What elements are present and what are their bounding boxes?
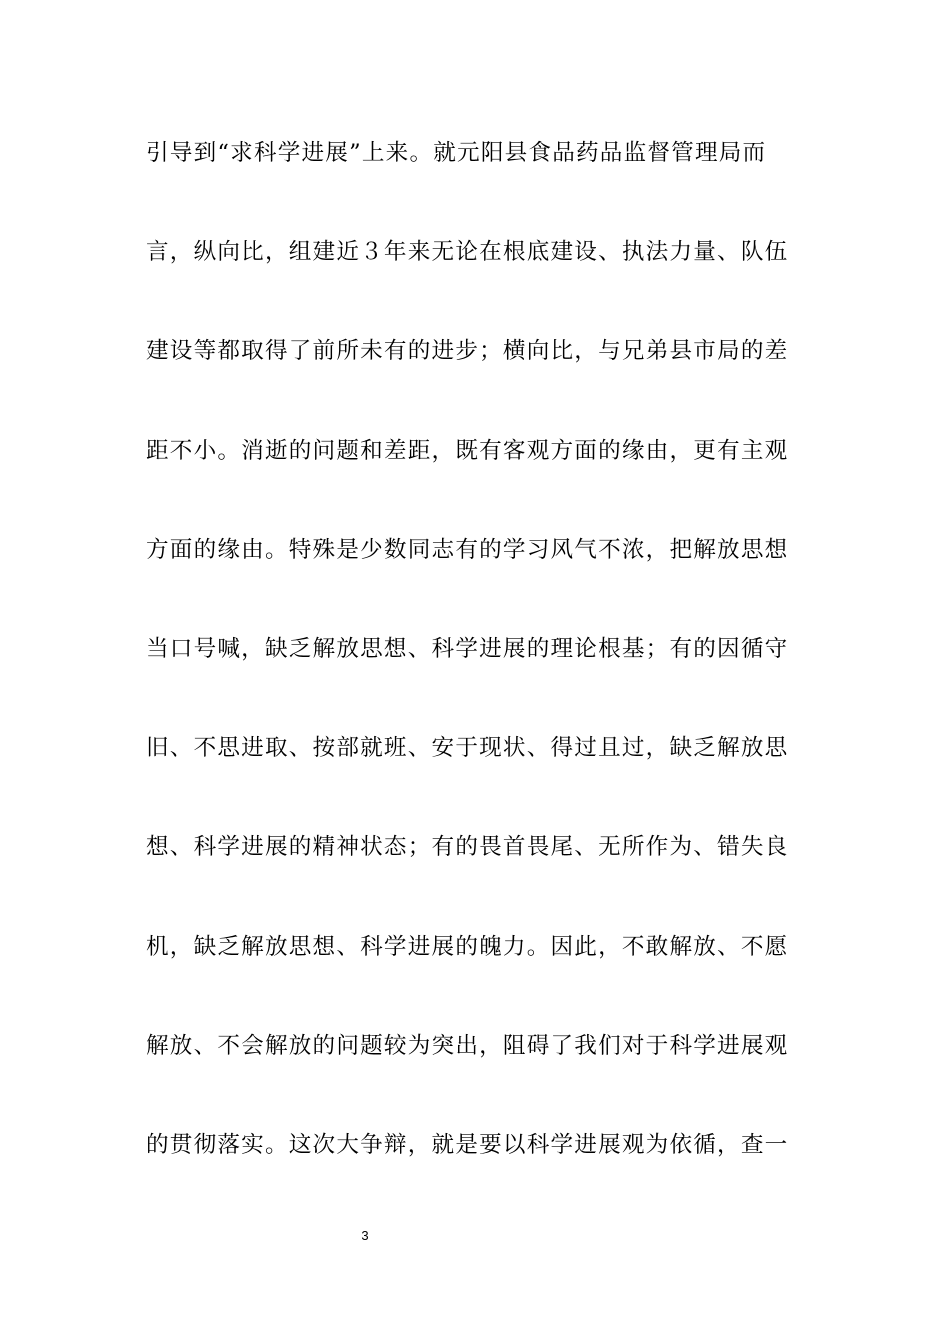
text-line: 当口号喊，缺乏解放思想、科学进展的理论根基；有的因循守 xyxy=(146,635,789,662)
text-line: 引导到“求科学进展”上来。就元阳县食品药品监督管理局而 xyxy=(146,140,767,166)
text-line: 建设等都取得了前所未有的进步；横向比，与兄弟县市局的差 xyxy=(146,338,789,365)
body-paragraph xyxy=(146,130,806,1221)
text-line: 机，缺乏解放思想、科学进展的魄力。因此，不敢解放、不愿 xyxy=(146,933,789,960)
text-line: 距不小。消逝的问题和差距，既有客观方面的缘由，更有主观 xyxy=(146,437,789,464)
text-line: 方面的缘由。特殊是少数同志有的学习风气不浓，把解放思想 xyxy=(146,536,789,563)
text-line: 的贯彻落实。这次大争辩，就是要以科学进展观为依循，查一 xyxy=(146,1131,789,1158)
text-line: 想、科学进展的精神状态；有的畏首畏尾、无所作为、错失良 xyxy=(146,834,789,861)
text-line: 旧、不思进取、按部就班、安于现状、得过且过，缺乏解放思 xyxy=(146,735,789,762)
page-number: 3 xyxy=(361,1228,369,1243)
text-line: 言，纵向比，组建近３年来无论在根底建设、执法力量、队伍 xyxy=(146,239,789,266)
text-line: 解放、不会解放的问题较为突出，阻碍了我们对于科学进展观 xyxy=(146,1032,789,1059)
